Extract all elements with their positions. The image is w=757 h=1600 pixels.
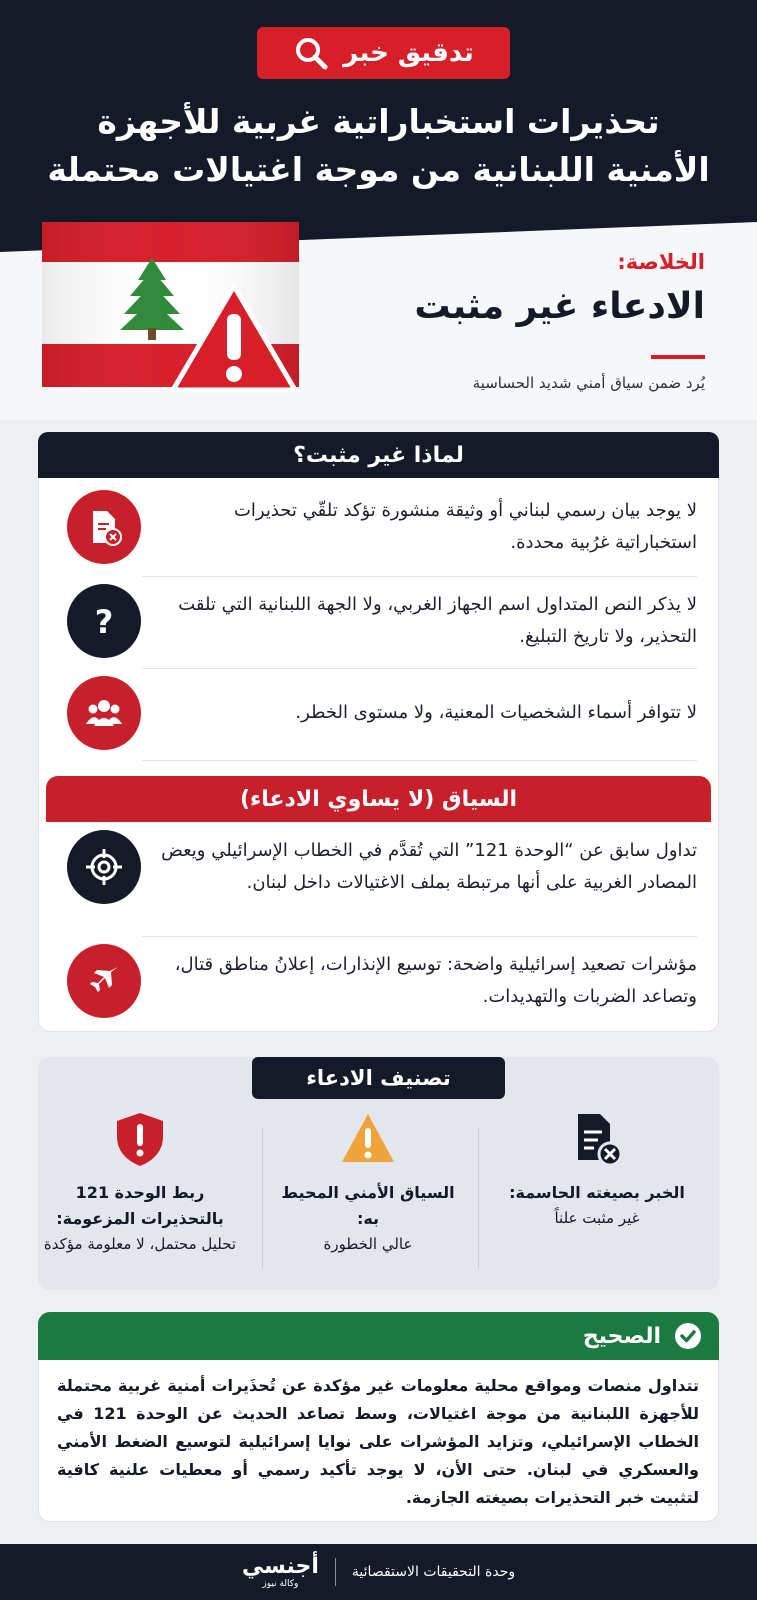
divider [142, 576, 697, 577]
fact-check-tag [257, 27, 510, 79]
context-section-header [46, 776, 711, 822]
correct-title: الصحيح [582, 1323, 661, 1349]
agency-logo [241, 1553, 319, 1589]
classification-column [268, 1110, 468, 1257]
svg-text:?: ? [94, 603, 114, 640]
footer [0, 1544, 757, 1600]
jet-icon [67, 944, 141, 1018]
context-text: مؤشرات تصعيد إسرائيلية واضحة: توسيع الإنذارات، إعلانُ مناطق قتال، وتصاعد الضربات والتهديدات. [174, 954, 697, 1007]
document-x-icon [568, 1110, 626, 1168]
warning-icon [168, 280, 300, 398]
classification-column [40, 1110, 240, 1257]
divider [142, 936, 697, 937]
classification-value: غير مثبت علناً [554, 1209, 640, 1227]
fact-check-label: تدقيق خبر [343, 38, 474, 68]
why-section-title: لماذا غير مثبت؟ [293, 442, 464, 468]
reason-text: لا يوجد بيان رسمي لبناني أو وثيقة منشورة تؤكد تلقّي تحذيرات استخباراتية غرُبية محددة. [233, 500, 697, 553]
reason-item [67, 584, 697, 658]
classification-value: عالي الخطورة [323, 1235, 413, 1253]
classification-value: تحليل محتمل، لا معلومة مؤكدة [43, 1235, 237, 1253]
warning-icon [339, 1110, 397, 1168]
title-line-1: تحذيرات استخباراتية غربية للأجهزة [97, 102, 660, 141]
context-item [67, 830, 697, 904]
reason-text: لا يذكر النص المتداول اسم الجهاز الغربي، ولا الجهة اللبنانية التي تلقت التحذير، ولا تاريخ التبليغ. [178, 594, 697, 647]
classification-column [497, 1110, 697, 1231]
verdict-underline [651, 355, 705, 359]
reason-text: لا تتوافر أسماء الشخصيات المعنية، ولا مستوى الخطر. [295, 702, 697, 723]
divider [142, 668, 697, 669]
verdict-note: يُرد ضمن سياق أمني شديد الحساسية [472, 374, 705, 392]
classification-heading: السياق الأمني المحيط به: [281, 1183, 455, 1228]
question-icon [67, 584, 141, 658]
verdict-text: الادعاء غير مثبت [414, 286, 705, 327]
classification-heading: ربط الوحدة 121 بالتحذيرات المزعومة: [56, 1183, 224, 1228]
footer-divider [335, 1558, 336, 1586]
logo-text: أجنسي [241, 1553, 319, 1579]
classification-title-text: تصنيف الادعاء [306, 1066, 451, 1090]
search-icon [293, 35, 329, 71]
context-item [67, 944, 697, 1018]
divider [262, 1128, 263, 1268]
page-title [30, 98, 727, 194]
title-line-2: الأمنية اللبنانية من موجة اغتيالات محتملة [47, 150, 710, 189]
correct-header-content [583, 1312, 703, 1360]
correct-paragraph: تتداول منصات ومواقع محلية معلومات غير مؤكدة عن تُحذَيرات أمنية غربية محتملة للأجهزة اللبنانية من موجة اغتيالات، وسط تصاعد الحديث عن الوحدة 121 في الخطاب الإسرائيلي، وتزايد المؤشرات على نوايا إسرائيلية لتوسيع الضغط الأمني والعسكري في لبنان. حتى الأن، لا يوجد تأكيد رسمي أو معطيات علنية كافية لتثبيت خبر التحذيرات بصيغته الجازمة. [57, 1376, 700, 1507]
logo-subtext: وكالة نيوز [262, 1578, 299, 1589]
conclusion-label: الخلاصة: [617, 250, 705, 274]
shield-alert-icon [111, 1110, 169, 1168]
classification-title [252, 1057, 505, 1099]
document-x-icon [67, 490, 141, 564]
reason-item [67, 676, 697, 750]
reason-item [67, 490, 697, 564]
divider [478, 1128, 479, 1268]
people-icon [67, 676, 141, 750]
why-section-header [38, 432, 719, 478]
target-icon [67, 830, 141, 904]
footer-unit-label: وحدة التحقيقات الاستقصائية [351, 1564, 516, 1580]
check-circle-icon [673, 1321, 703, 1351]
divider [142, 760, 697, 761]
context-section-title: السياق (لا يساوي الادعاء) [239, 786, 518, 812]
context-text: تداول سابق عن “الوحدة 121” التي تُقدَّم في الخطاب الإسرائيلي ويعض المصادر الغربية على أنها مرتبطة بملف الاغتيالات داخل لبنان. [161, 840, 697, 893]
classification-heading: الخبر بصيغته الحاسمة: [509, 1183, 685, 1202]
